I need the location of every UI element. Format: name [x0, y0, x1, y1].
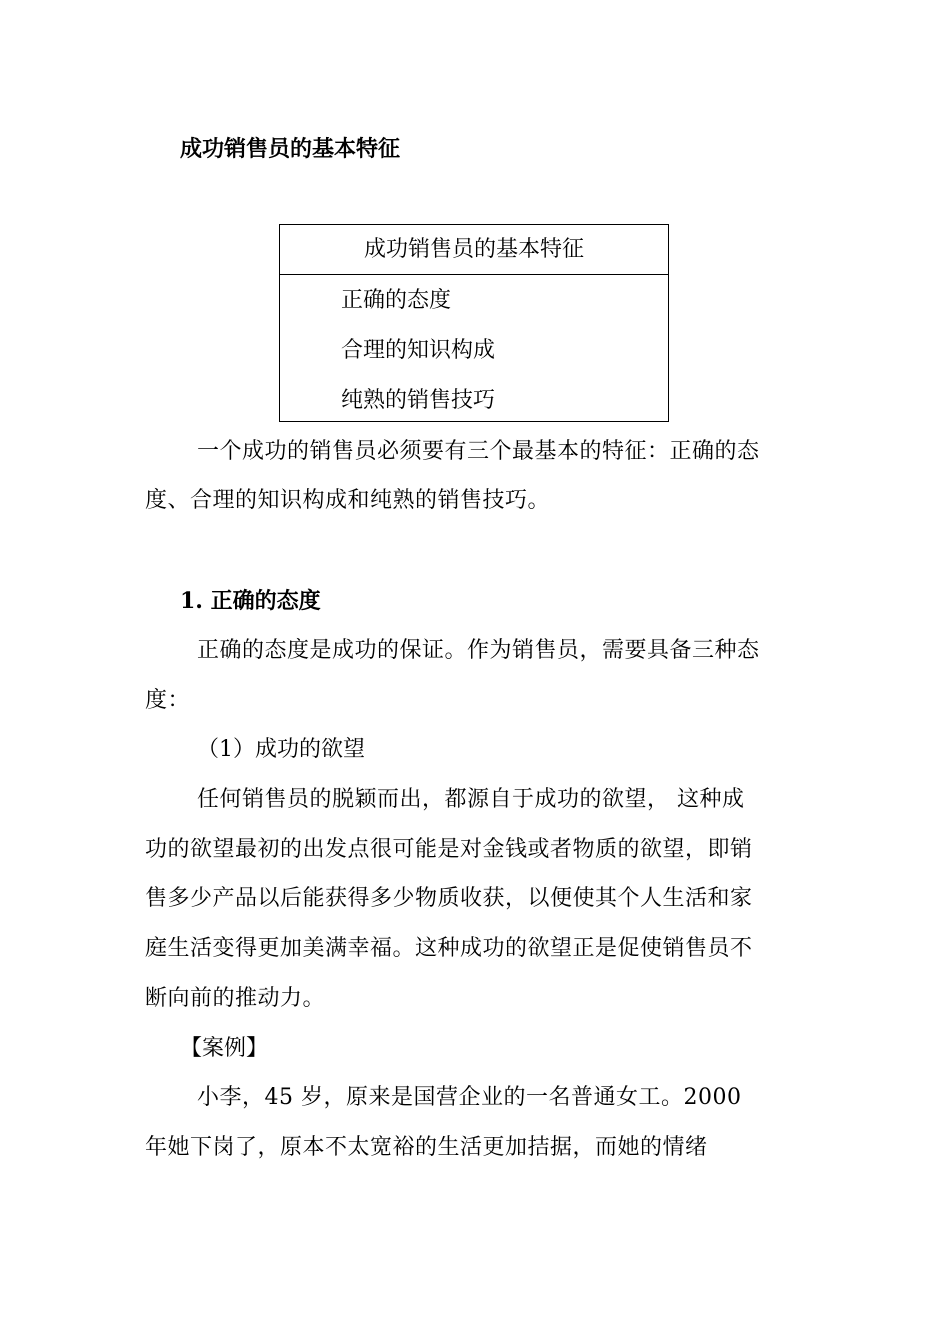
paragraph-line: 售多少产品以后能获得多少物质收获，以便使其个人生活和家 [145, 886, 753, 911]
paragraph-line: 功的欲望最初的出发点很可能是对金钱或者物质的欲望，即销 [145, 837, 753, 862]
subsection-heading: （1）成功的欲望 [197, 737, 365, 762]
paragraph-line: 小李，45 岁，原来是国营企业的一名普通女工。2000 [197, 1085, 742, 1110]
paragraph-line: 正确的态度是成功的保证。作为销售员，需要具备三种态 [197, 638, 760, 663]
table-header-text: 成功销售员的基本特征 [363, 237, 584, 262]
table-header [280, 225, 668, 275]
section-heading: 1. 正确的态度 [180, 588, 321, 614]
paragraph-line: 庭生活变得更加美满幸福。这种成功的欲望正是促使销售员不 [145, 936, 753, 961]
paragraph-line: 任何销售员的脱颖而出，都源自于成功的欲望， 这种成 [197, 787, 745, 812]
table-item: 纯熟的销售技巧 [341, 388, 496, 413]
paragraph-line: 断向前的推动力。 [145, 986, 326, 1011]
paragraph-line: 年她下岗了，原本不太宽裕的生活更加拮据，而她的情绪 [145, 1135, 708, 1160]
case-label: 【案例】 [180, 1036, 269, 1061]
paragraph-line: 度、合理的知识构成和纯熟的销售技巧。 [145, 488, 551, 513]
table-item: 合理的知识构成 [341, 338, 496, 363]
characteristics-table [279, 224, 669, 422]
paragraph-line: 一个成功的销售员必须要有三个最基本的特征：正确的态 [197, 439, 760, 464]
table-item: 正确的态度 [341, 288, 452, 313]
document-title: 成功销售员的基本特征 [180, 136, 401, 162]
paragraph-line: 度： [145, 688, 191, 713]
